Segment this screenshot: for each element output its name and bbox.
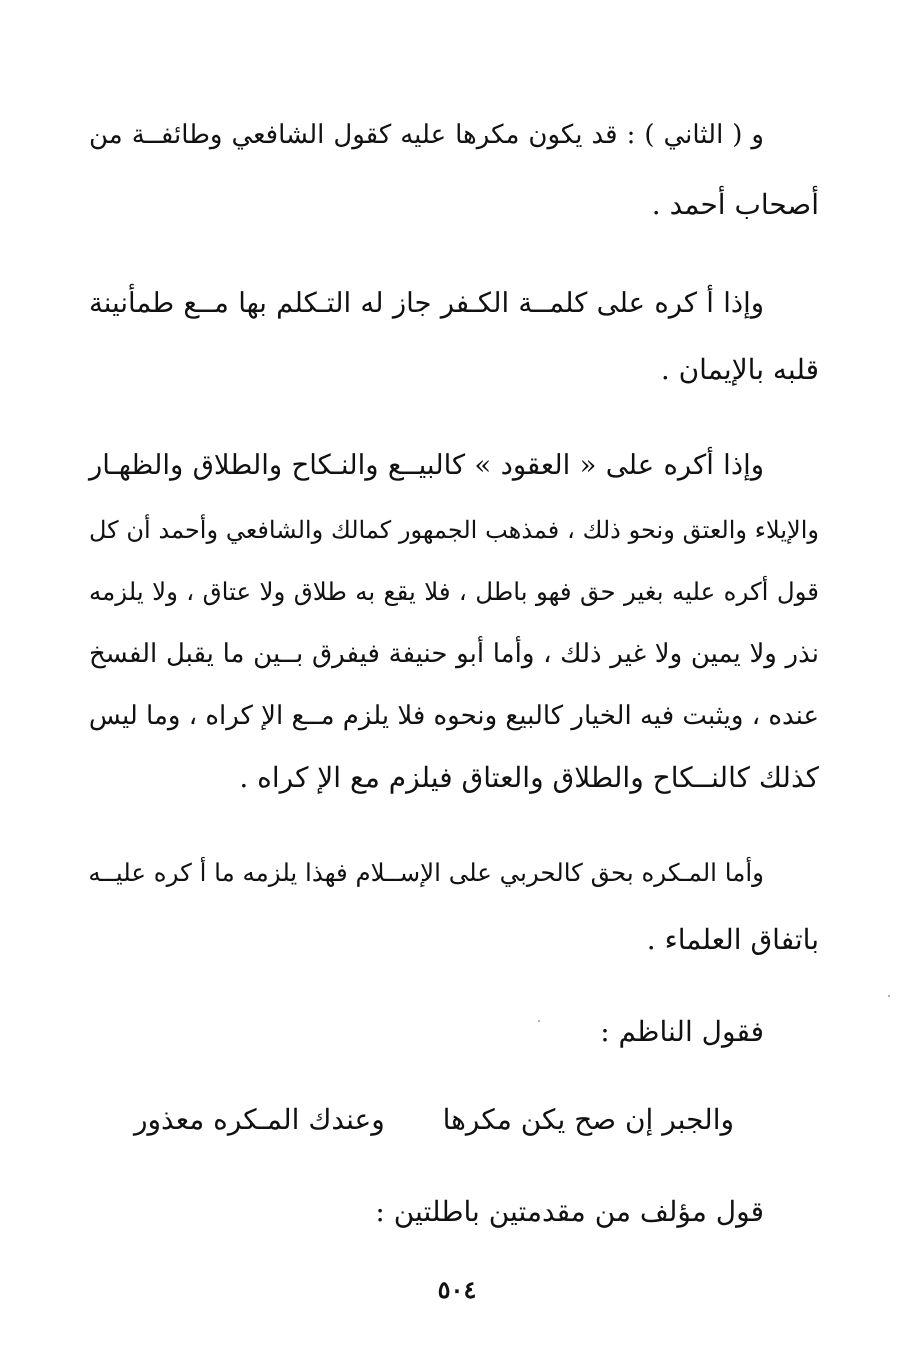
paragraph-3-line-2: والإيلاء والعتق ونحو ذلك ، فمذهب الجمهور كمالك والشافعي وأحمد أن كل (89, 516, 819, 544)
paragraph-4-line-2: باتفاق العلماء . (646, 923, 819, 956)
paragraph-2-line-2: قلبه بالإيمان . (660, 353, 819, 386)
poet-intro: فقول الناظم : (600, 1015, 764, 1048)
paragraph-3-line-4: نذر ولا يمين ولا غير ذلك ، وأما أبو حنيفة فيفرق بــين ما يقبل الفسخ (89, 639, 819, 669)
verse-first-hemistich: والجبر إن صح يكن مكرها (442, 1103, 734, 1136)
paragraph-3-line-6: كذلك كالنــكاح والطلاق والعتاق فيلزم مع الإ كراه . (239, 761, 819, 794)
paragraph-1-line-2: أصحاب أحمد . (651, 188, 819, 221)
paragraph-3-line-3: قول أكره عليه بغير حق فهو باطل ، فلا يقع به طلاق ولا عتاق ، ولا يلزمه (89, 577, 819, 606)
paragraph-2-line-1: وإذا أ كره على كلمــة الكـفر جاز له التـكلم بها مــع طمأنينة (89, 287, 764, 319)
verse-second-hemistich: وعندك المـكره معذور (134, 1103, 385, 1136)
verse (134, 1100, 734, 1140)
page-number: ٥٠٤ (437, 1275, 477, 1304)
scan-speck (538, 1020, 540, 1022)
paragraph-3-line-1: وإذا أكره على « العقود » كالبيــع والنـكاح والطلاق والظهـار (89, 449, 764, 481)
paragraph-3-line-5: عنده ، ويثبت فيه الخيار كالبيع ونحوه فلا يلزم مــع الإ كراه ، وما ليس (88, 701, 819, 731)
scan-speck (888, 995, 890, 997)
closing-line: قول مؤلف من مقدمتين باطلتين : (375, 1195, 764, 1228)
paragraph-1-line-1: و ( الثاني ) : قد يكون مكرها عليه كقول الشافعي وطائفــة من (89, 120, 764, 150)
paragraph-4-line-1: وأما المـكره بحق كالحربي على الإســلام فهذا يلزمه ما أ كره عليــه (88, 858, 764, 887)
